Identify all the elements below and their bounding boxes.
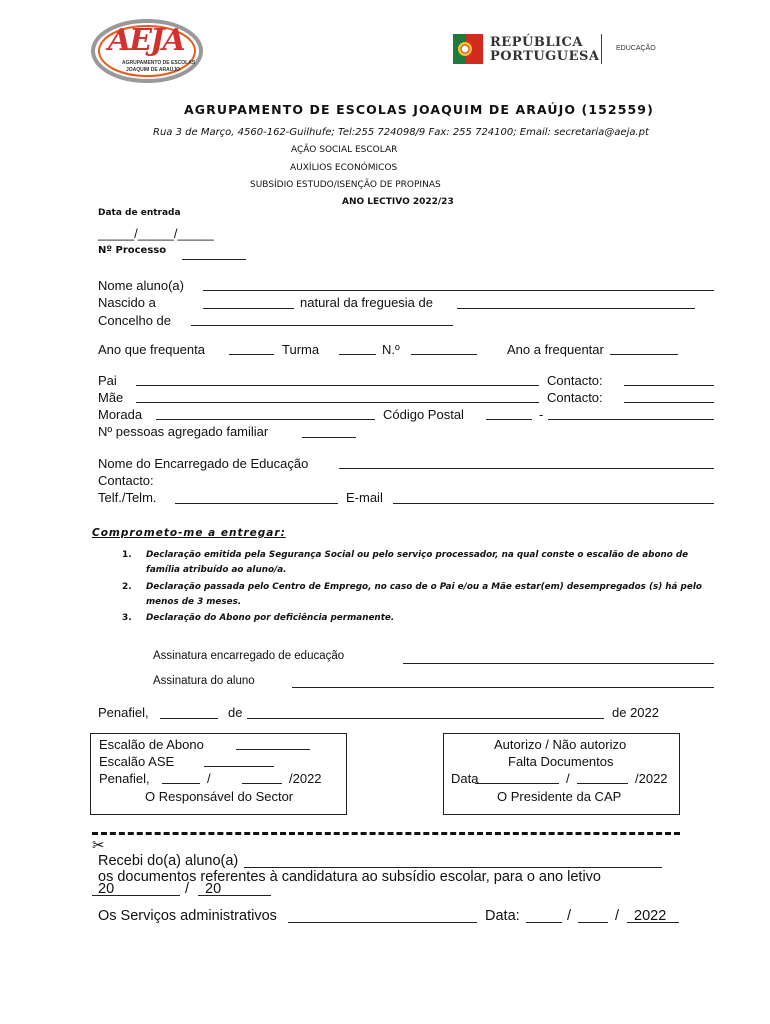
missing-docs-label: Falta Documentos <box>508 754 614 769</box>
authorize-label: Autorizo / Não autorizo <box>494 737 627 752</box>
gov-dept: EDUCAÇÃO <box>616 45 656 52</box>
sig-guardian-label: Assinatura encarregado de educação <box>153 650 345 662</box>
commit-item-1-number: 1. <box>122 550 132 560</box>
header-line3: SUBSÍDIO ESTUDO/ISENÇÃO DE PROPINAS <box>250 180 441 190</box>
sig-student-label: Assinatura do aluno <box>153 675 255 687</box>
process-field[interactable] <box>182 259 246 260</box>
guardian-name-label: Nome do Encarregado de Educação <box>98 456 309 471</box>
abono-label: Escalão de Abono <box>99 737 204 752</box>
aeja-logo-text: AEJA <box>108 23 184 58</box>
sig-month-field[interactable] <box>247 718 604 719</box>
entry-date-blank[interactable]: _____/_____/_____ <box>98 226 214 241</box>
school-address: Rua 3 de Março, 4560-162-Guilhufe; Tel:255 724098/9 Fax: 255 724100; Email: secretaria@aeja.pt <box>153 127 649 138</box>
ase-field[interactable] <box>204 766 274 767</box>
box-right-date: Data <box>451 771 479 786</box>
services-label: Os Serviços administrativos <box>98 908 277 924</box>
address-field[interactable] <box>156 419 375 420</box>
school-name: AGRUPAMENTO DE ESCOLAS JOAQUIM DE ARAÚJO (152559) <box>184 102 654 117</box>
gov-line1: REPÚBLICA <box>490 35 583 50</box>
sig-student-field[interactable] <box>292 687 714 688</box>
born-label: Nascido a <box>98 295 156 310</box>
commit-item-2-line1: Declaração passada pelo Centro de Emprego, no caso de o Pai e/ou a Mãe estar(em) desempregados (s) há pelo <box>146 582 702 592</box>
header-line2: AUXÍLIOS ECONÓMICOS <box>290 163 398 173</box>
aeja-logo-sub2: JOAQUIM DE ARAÚJO <box>126 67 180 73</box>
number-label: N.º <box>382 342 400 357</box>
sig-year: de 2022 <box>612 705 659 720</box>
aeja-logo <box>90 15 205 85</box>
receipt-docs-text: os documentos referentes à candidatura ao subsídio escolar, para o ano letivo <box>98 869 601 885</box>
born-field[interactable] <box>203 308 294 309</box>
guardian-phone-field[interactable] <box>175 503 338 504</box>
receipt-day-field[interactable] <box>526 922 562 923</box>
entry-date-label: Data de entrada <box>98 208 181 218</box>
sig-de: de <box>228 705 243 720</box>
class-field[interactable] <box>339 354 376 355</box>
receipt-slash-1: / <box>567 908 572 924</box>
student-name-label: Nome aluno(a) <box>98 278 184 293</box>
president-label: O Presidente da CAP <box>497 789 622 804</box>
scissors-icon: ✂ <box>92 836 105 854</box>
receipt-student-field[interactable] <box>244 867 662 868</box>
commit-item-1-line1: Declaração emitida pela Segurança Social ou pelo serviço processador, na qual conste o escalão de abono de <box>146 550 689 560</box>
commit-item-3-line1: Declaração do Abono por deficiência permanente. <box>146 613 395 623</box>
receipt-year2-field[interactable] <box>198 895 271 896</box>
postal-field-2[interactable] <box>548 419 714 420</box>
box-left-slash: / <box>207 771 211 786</box>
parish-label: natural da freguesia de <box>300 295 433 310</box>
guardian-email-field[interactable] <box>393 503 714 504</box>
postal-label: Código Postal <box>383 407 464 422</box>
father-contact-field[interactable] <box>624 385 714 386</box>
county-label: Concelho de <box>98 313 171 328</box>
year-field[interactable] <box>229 354 274 355</box>
commit-item-2-number: 2. <box>122 582 132 592</box>
box-left-day[interactable] <box>162 783 200 784</box>
father-label: Pai <box>98 373 117 388</box>
sig-guardian-field[interactable] <box>403 663 714 664</box>
box-left-place: Penafiel, <box>99 771 150 786</box>
mother-label: Mãe <box>98 390 124 405</box>
county-field[interactable] <box>191 325 453 326</box>
receipt-month-field[interactable] <box>578 922 608 923</box>
commit-item-3-number: 3. <box>122 613 132 623</box>
father-field[interactable] <box>136 385 539 386</box>
parish-field[interactable] <box>457 308 695 309</box>
government-logo <box>453 32 668 68</box>
sig-place: Penafiel, <box>98 705 149 720</box>
process-label: Nº Processo <box>98 245 167 256</box>
class-label: Turma <box>282 342 320 357</box>
commit-item-1-line2: família atribuído ao aluno/a. <box>146 565 287 575</box>
box-right-month[interactable] <box>577 783 628 784</box>
receipt-year2: 20 <box>205 881 222 897</box>
sig-day-field[interactable] <box>160 718 218 719</box>
abono-field[interactable] <box>236 749 310 750</box>
receipt-slash-2: / <box>615 908 620 924</box>
household-label: Nº pessoas agregado familiar <box>98 424 269 439</box>
portugal-flag-icon <box>453 34 483 64</box>
header-line4: ANO LECTIVO 2022/23 <box>342 197 454 207</box>
box-right-year: /2022 <box>635 771 668 786</box>
receipt-date-label: Data: <box>485 908 520 924</box>
box-right-day[interactable] <box>475 783 559 784</box>
aeja-logo-sub1: AGRUPAMENTO DE ESCOLAS <box>122 60 196 66</box>
commit-item-2-line2: menos de 3 meses. <box>146 597 242 607</box>
postal-dash: - <box>539 407 544 422</box>
box-left-year: /2022 <box>289 771 322 786</box>
receipt-year-sep: / <box>185 881 190 897</box>
receipt-year: 2022 <box>634 908 667 924</box>
box-left-responsible: O Responsável do Sector <box>145 789 294 804</box>
guardian-contact-label: Contacto: <box>98 473 154 488</box>
mother-field[interactable] <box>136 402 539 403</box>
number-field[interactable] <box>411 354 477 355</box>
services-field[interactable] <box>288 922 477 923</box>
next-year-label: Ano a frequentar <box>507 342 604 357</box>
guardian-phone-label: Telf./Telm. <box>98 490 157 505</box>
gov-line2: PORTUGUESA <box>490 49 600 64</box>
student-name-field[interactable] <box>203 290 714 291</box>
year-label: Ano que frequenta <box>98 342 205 357</box>
cut-line <box>92 832 680 835</box>
header-line1: AÇÃO SOCIAL ESCOLAR <box>291 145 398 155</box>
address-label: Morada <box>98 407 143 422</box>
guardian-name-field[interactable] <box>339 468 714 469</box>
commit-heading: Comprometo-me a entregar: <box>92 527 286 539</box>
box-left-month[interactable] <box>242 783 282 784</box>
ase-label: Escalão ASE <box>99 754 175 769</box>
receipt-year1: 20 <box>98 881 115 897</box>
father-contact-label: Contacto: <box>547 373 603 388</box>
guardian-email-label: E-mail <box>346 490 383 505</box>
postal-field-1[interactable] <box>486 419 532 420</box>
receipt-year1-field[interactable] <box>92 895 180 896</box>
box-right-slash: / <box>566 771 570 786</box>
next-year-field[interactable] <box>610 354 678 355</box>
household-field[interactable] <box>302 437 356 438</box>
mother-contact-field[interactable] <box>624 402 714 403</box>
mother-contact-label: Contacto: <box>547 390 603 405</box>
receipt-received-label: Recebi do(a) aluno(a) <box>98 853 239 869</box>
